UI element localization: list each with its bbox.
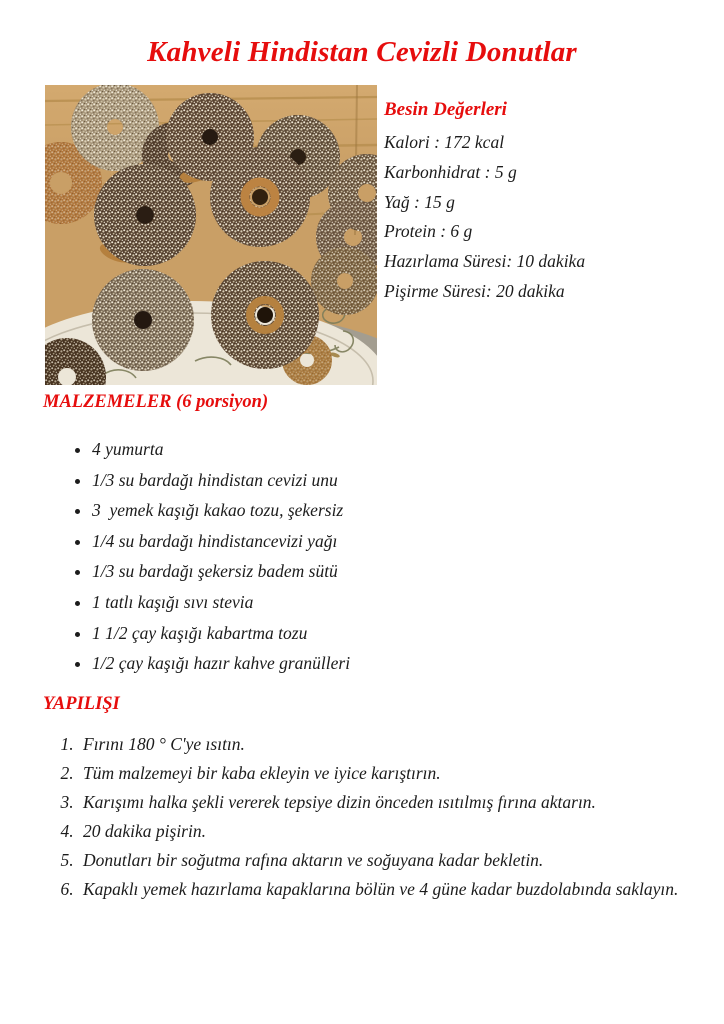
instructions-heading: YAPILIŞI (43, 694, 120, 714)
nutrition-line: Protein : 6 g (384, 221, 473, 242)
nutrition-line: Pişirme Süresi: 20 dakika (384, 280, 565, 301)
instruction-step: 3. Karışımı halka şekli vererek tepsiye dizin önceden ısıtılmış fırına aktarın. (78, 788, 703, 817)
instruction-step: 2. Tüm malzemeyi bir kaba ekleyin ve iyice karıştırın. (78, 759, 703, 788)
ingredients-list (43, 434, 688, 679)
instruction-step: 5. Donutları bir soğutma rafına aktarın ve soğuyana kadar bekletin. (78, 846, 703, 875)
recipe-title: Kahveli Hindistan Cevizli Donutlar (147, 36, 577, 68)
nutrition-line: Kalori : 172 kcal (384, 132, 505, 152)
ingredient-item: • 1 tatlı kaşığı sıvı stevia (92, 587, 688, 618)
nutrition-line: Yağ : 15 g (384, 191, 455, 212)
ingredients-heading: MALZEMELER (6 porsiyon) (43, 392, 269, 412)
ingredient-item: • 1/4 su bardağı hindistancevizi yağı (92, 526, 688, 557)
recipe-photo (45, 85, 377, 385)
nutrition-section (384, 99, 719, 307)
nutrition-line: Karbonhidrat : 5 g (384, 161, 517, 182)
ingredient-item: • 3 yemek kaşığı kakao tozu, şekersiz (92, 495, 688, 526)
instructions-list (43, 730, 703, 904)
ingredient-item: • 4 yumurta (92, 434, 688, 465)
nutrition-lines (384, 128, 719, 307)
nutrition-heading: Besin Değerleri (384, 99, 507, 120)
instruction-step: 4. 20 dakika pişirin. (78, 817, 703, 846)
nutrition-line: Hazırlama Süresi: 10 dakika (384, 251, 586, 272)
ingredients-section (43, 392, 688, 679)
instructions-section (43, 694, 703, 904)
ingredient-item: • 1/2 çay kaşığı hazır kahve granülleri (92, 648, 688, 679)
instruction-step: 1. Fırını 180 ° C'ye ısıtın. (78, 730, 703, 759)
ingredient-item: • 1/3 su bardağı hindistan cevizi unu (92, 465, 688, 496)
ingredient-item: • 1 1/2 çay kaşığı kabartma tozu (92, 618, 688, 649)
ingredient-item: • 1/3 su bardağı şekersiz badem sütü (92, 556, 688, 587)
instruction-step: 6. Kapaklı yemek hazırlama kapaklarına bölün ve 4 güne kadar buzdolabında saklayın. (78, 875, 703, 904)
